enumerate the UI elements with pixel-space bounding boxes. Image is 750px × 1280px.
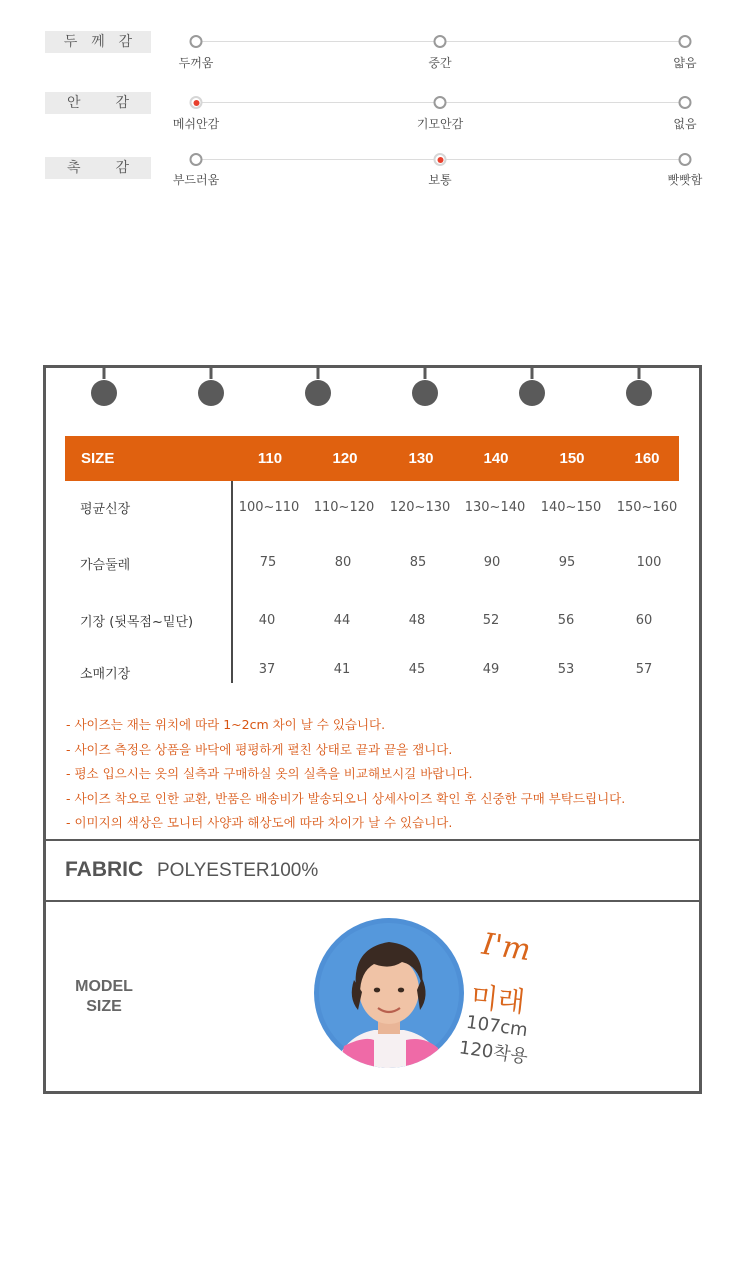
binder-ring-icon	[305, 380, 331, 406]
section-divider	[46, 839, 699, 841]
fabric-value: POLYESTER100%	[157, 860, 319, 881]
attribute-label: 두 께 감	[45, 31, 151, 53]
scale-dot	[679, 153, 692, 166]
binder-ring-icon	[519, 380, 545, 406]
scale-option: 얇음	[673, 56, 697, 70]
scale-dot-selected	[190, 96, 203, 109]
table-cell: 90	[483, 555, 501, 570]
section-divider	[46, 900, 699, 902]
table-cell: 49	[482, 662, 500, 677]
table-cell: 120~130	[389, 500, 451, 515]
table-divider	[231, 481, 233, 683]
table-cell: 85	[409, 555, 427, 570]
table-cell: 48	[408, 613, 426, 628]
binder-ring-stem	[103, 365, 106, 379]
size-table-header	[65, 436, 679, 481]
model-name: 미래	[469, 980, 527, 1019]
size-header-cell: 140	[483, 450, 509, 467]
table-cell: 37	[258, 662, 276, 677]
scale-dot	[679, 35, 692, 48]
table-cell: 100	[636, 555, 662, 570]
table-row-label: 가슴둘레	[80, 558, 131, 573]
note-line: - 사이즈 측정은 상품을 바닥에 평평하게 펼친 상태로 끝과 끝을 잽니다.	[66, 741, 453, 757]
scale-dot	[434, 35, 447, 48]
note-line: - 이미지의 색상은 모니터 사양과 해상도에 따라 차이가 날 수 있습니다.	[66, 815, 453, 830]
table-cell: 140~150	[540, 500, 602, 515]
size-header-cell: 120	[332, 450, 358, 467]
model-wearing-size: 120착용	[457, 1037, 530, 1068]
table-cell: 44	[333, 613, 351, 628]
table-row-label: 소매기장	[80, 667, 131, 682]
size-header-cell: 150	[559, 450, 585, 467]
table-cell: 60	[635, 613, 653, 628]
model-photo	[314, 918, 464, 1068]
binder-ring-icon	[91, 380, 117, 406]
note-line: - 사이즈 착오로 인한 교환, 반품은 배송비가 발송되오니 상세사이즈 확인 후 신중한 구매 부탁드립니다.	[66, 790, 626, 806]
note-line: - 사이즈는 재는 위치에 따라 1~2cm 차이 날 수 있습니다.	[66, 717, 386, 732]
table-cell: 52	[482, 613, 500, 628]
table-cell: 110~120	[313, 500, 375, 515]
table-cell: 40	[258, 613, 276, 628]
scale-dot	[434, 96, 447, 109]
table-cell: 45	[408, 662, 426, 677]
model-height: 107cm	[464, 1011, 529, 1042]
binder-ring-stem	[424, 365, 427, 379]
scale-dot-selected	[434, 153, 447, 166]
table-cell: 75	[259, 555, 277, 570]
scale-dot	[679, 96, 692, 109]
size-header-cell: 130	[408, 450, 434, 467]
binder-ring-icon	[626, 380, 652, 406]
table-cell: 56	[557, 613, 575, 628]
table-cell: 100~110	[238, 500, 300, 515]
attribute-label: 촉 감	[45, 157, 151, 179]
scale-dot	[190, 153, 203, 166]
table-cell: 130~140	[464, 500, 526, 515]
table-cell: 57	[635, 662, 653, 677]
scale-option: 두꺼움	[178, 56, 214, 70]
table-row-label: 평균신장	[80, 502, 131, 517]
size-notes	[66, 713, 686, 836]
scale-dot	[190, 35, 203, 48]
attribute-thickness	[0, 31, 750, 71]
size-chart-frame	[43, 365, 702, 1094]
size-header-cell: 160	[634, 450, 660, 467]
table-cell: 41	[333, 662, 351, 677]
note-line: - 평소 입으시는 옷의 실측과 구매하실 옷의 실측을 비교해보시길 바랍니다.	[66, 766, 473, 781]
table-row-label: 기장 (뒷목점~밑단)	[80, 615, 194, 630]
model-greeting: I'm	[479, 926, 533, 969]
binder-ring-icon	[412, 380, 438, 406]
binder-ring-icon	[198, 380, 224, 406]
size-header-label: SIZE	[81, 450, 115, 467]
scale-option: 없음	[673, 117, 697, 131]
attribute-texture	[0, 157, 750, 197]
attribute-label: 안 감	[45, 92, 151, 114]
binder-ring-stem	[531, 365, 534, 379]
binder-ring-stem	[638, 365, 641, 379]
attribute-lining	[0, 92, 750, 132]
table-cell: 95	[558, 555, 576, 570]
scale-option: 보통	[428, 173, 452, 187]
table-cell: 80	[334, 555, 352, 570]
scale-option: 부드러움	[172, 173, 220, 187]
scale-option: 중간	[428, 56, 452, 70]
scale-option: 메쉬안감	[172, 117, 220, 131]
size-header-cell: 110	[257, 450, 283, 467]
binder-ring-stem	[317, 365, 320, 379]
model-size-label: MODEL SIZE	[75, 978, 133, 1015]
scale-option: 빳빳함	[667, 173, 703, 187]
table-cell: 150~160	[616, 500, 678, 515]
binder-ring-stem	[210, 365, 213, 379]
table-cell: 53	[557, 662, 575, 677]
fabric-title: FABRIC	[65, 858, 144, 881]
scale-option: 기모안감	[416, 117, 464, 131]
